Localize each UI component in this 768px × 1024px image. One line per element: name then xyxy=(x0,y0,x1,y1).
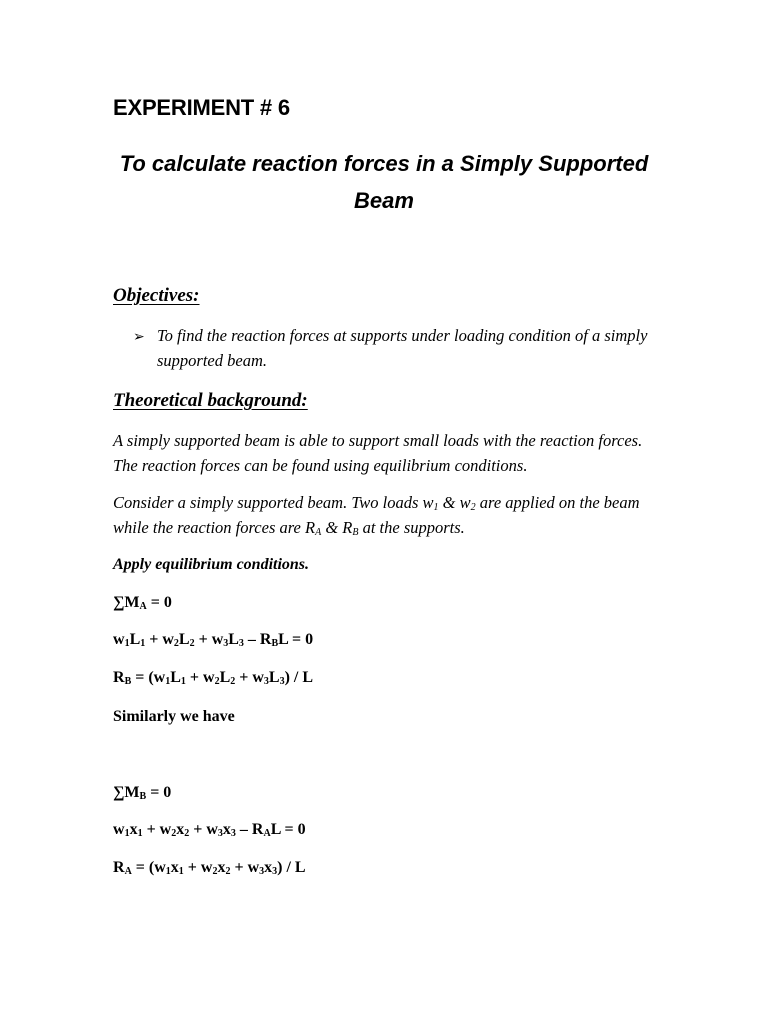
para2-sub-b: B xyxy=(352,527,359,538)
para2-sub-2: 2 xyxy=(470,502,476,513)
arrow-bullet-icon: ➢ xyxy=(133,330,145,345)
similarly-text: Similarly we have xyxy=(113,708,235,725)
para2-text-a: Consider a simply supported beam. Two loads w xyxy=(113,493,434,512)
experiment-heading: EXPERIMENT # 6 xyxy=(113,95,290,120)
theory-paragraph-2 xyxy=(113,490,658,540)
para2-sub-a: A xyxy=(315,527,322,538)
page-title-line-1: To calculate reaction forces in a Simply Supported xyxy=(119,151,649,176)
objectives-heading: Objectives: xyxy=(113,285,200,306)
page-title xyxy=(0,145,768,219)
para2-sub-1: 1 xyxy=(433,502,439,513)
para2-text-c: are applied on the beam while the reaction forces are R xyxy=(113,493,640,537)
objective-text: To find the reaction forces at supports under loading condition of a simply supported beam. xyxy=(157,326,648,370)
para2-text-b: & w xyxy=(438,493,471,512)
para2-text-e: at the supports. xyxy=(358,518,465,537)
para2-text-d: & R xyxy=(321,518,353,537)
equation-moments-about-b: $w_1x_1 + w_2x_2 + w_3x_3 - R_AL = 0$ xyxy=(113,821,306,839)
apply-equilibrium-heading: Apply equilibrium conditions. xyxy=(113,556,310,573)
page-title-line-2: Beam xyxy=(354,188,414,213)
theoretical-background-heading: Theoretical background: xyxy=(113,390,308,411)
equation-reaction-ra: $R_A = (w_1x_1 + w_2x_2 + w_3x_3) / L$ xyxy=(113,859,306,877)
equation-moments-about-a: $w_1L_1 + w_2L_2 + w_3L_3 - R_BL = 0$ xyxy=(113,631,314,649)
equation-reaction-rb: $R_B = (w_1L_1 + w_2L_2 + w_3L_3) / L$ xyxy=(113,669,314,687)
equation-sum-moments-a: $\sum M_A = 0$ xyxy=(113,594,172,612)
equation-sum-moments-b: $\sum M_B = 0$ xyxy=(113,784,172,802)
theory-paragraph-1: A simply supported beam is able to support small loads with the reaction forces. The reaction forces can be found using equilibrium conditions. xyxy=(113,431,643,475)
objective-list-item xyxy=(133,323,653,373)
